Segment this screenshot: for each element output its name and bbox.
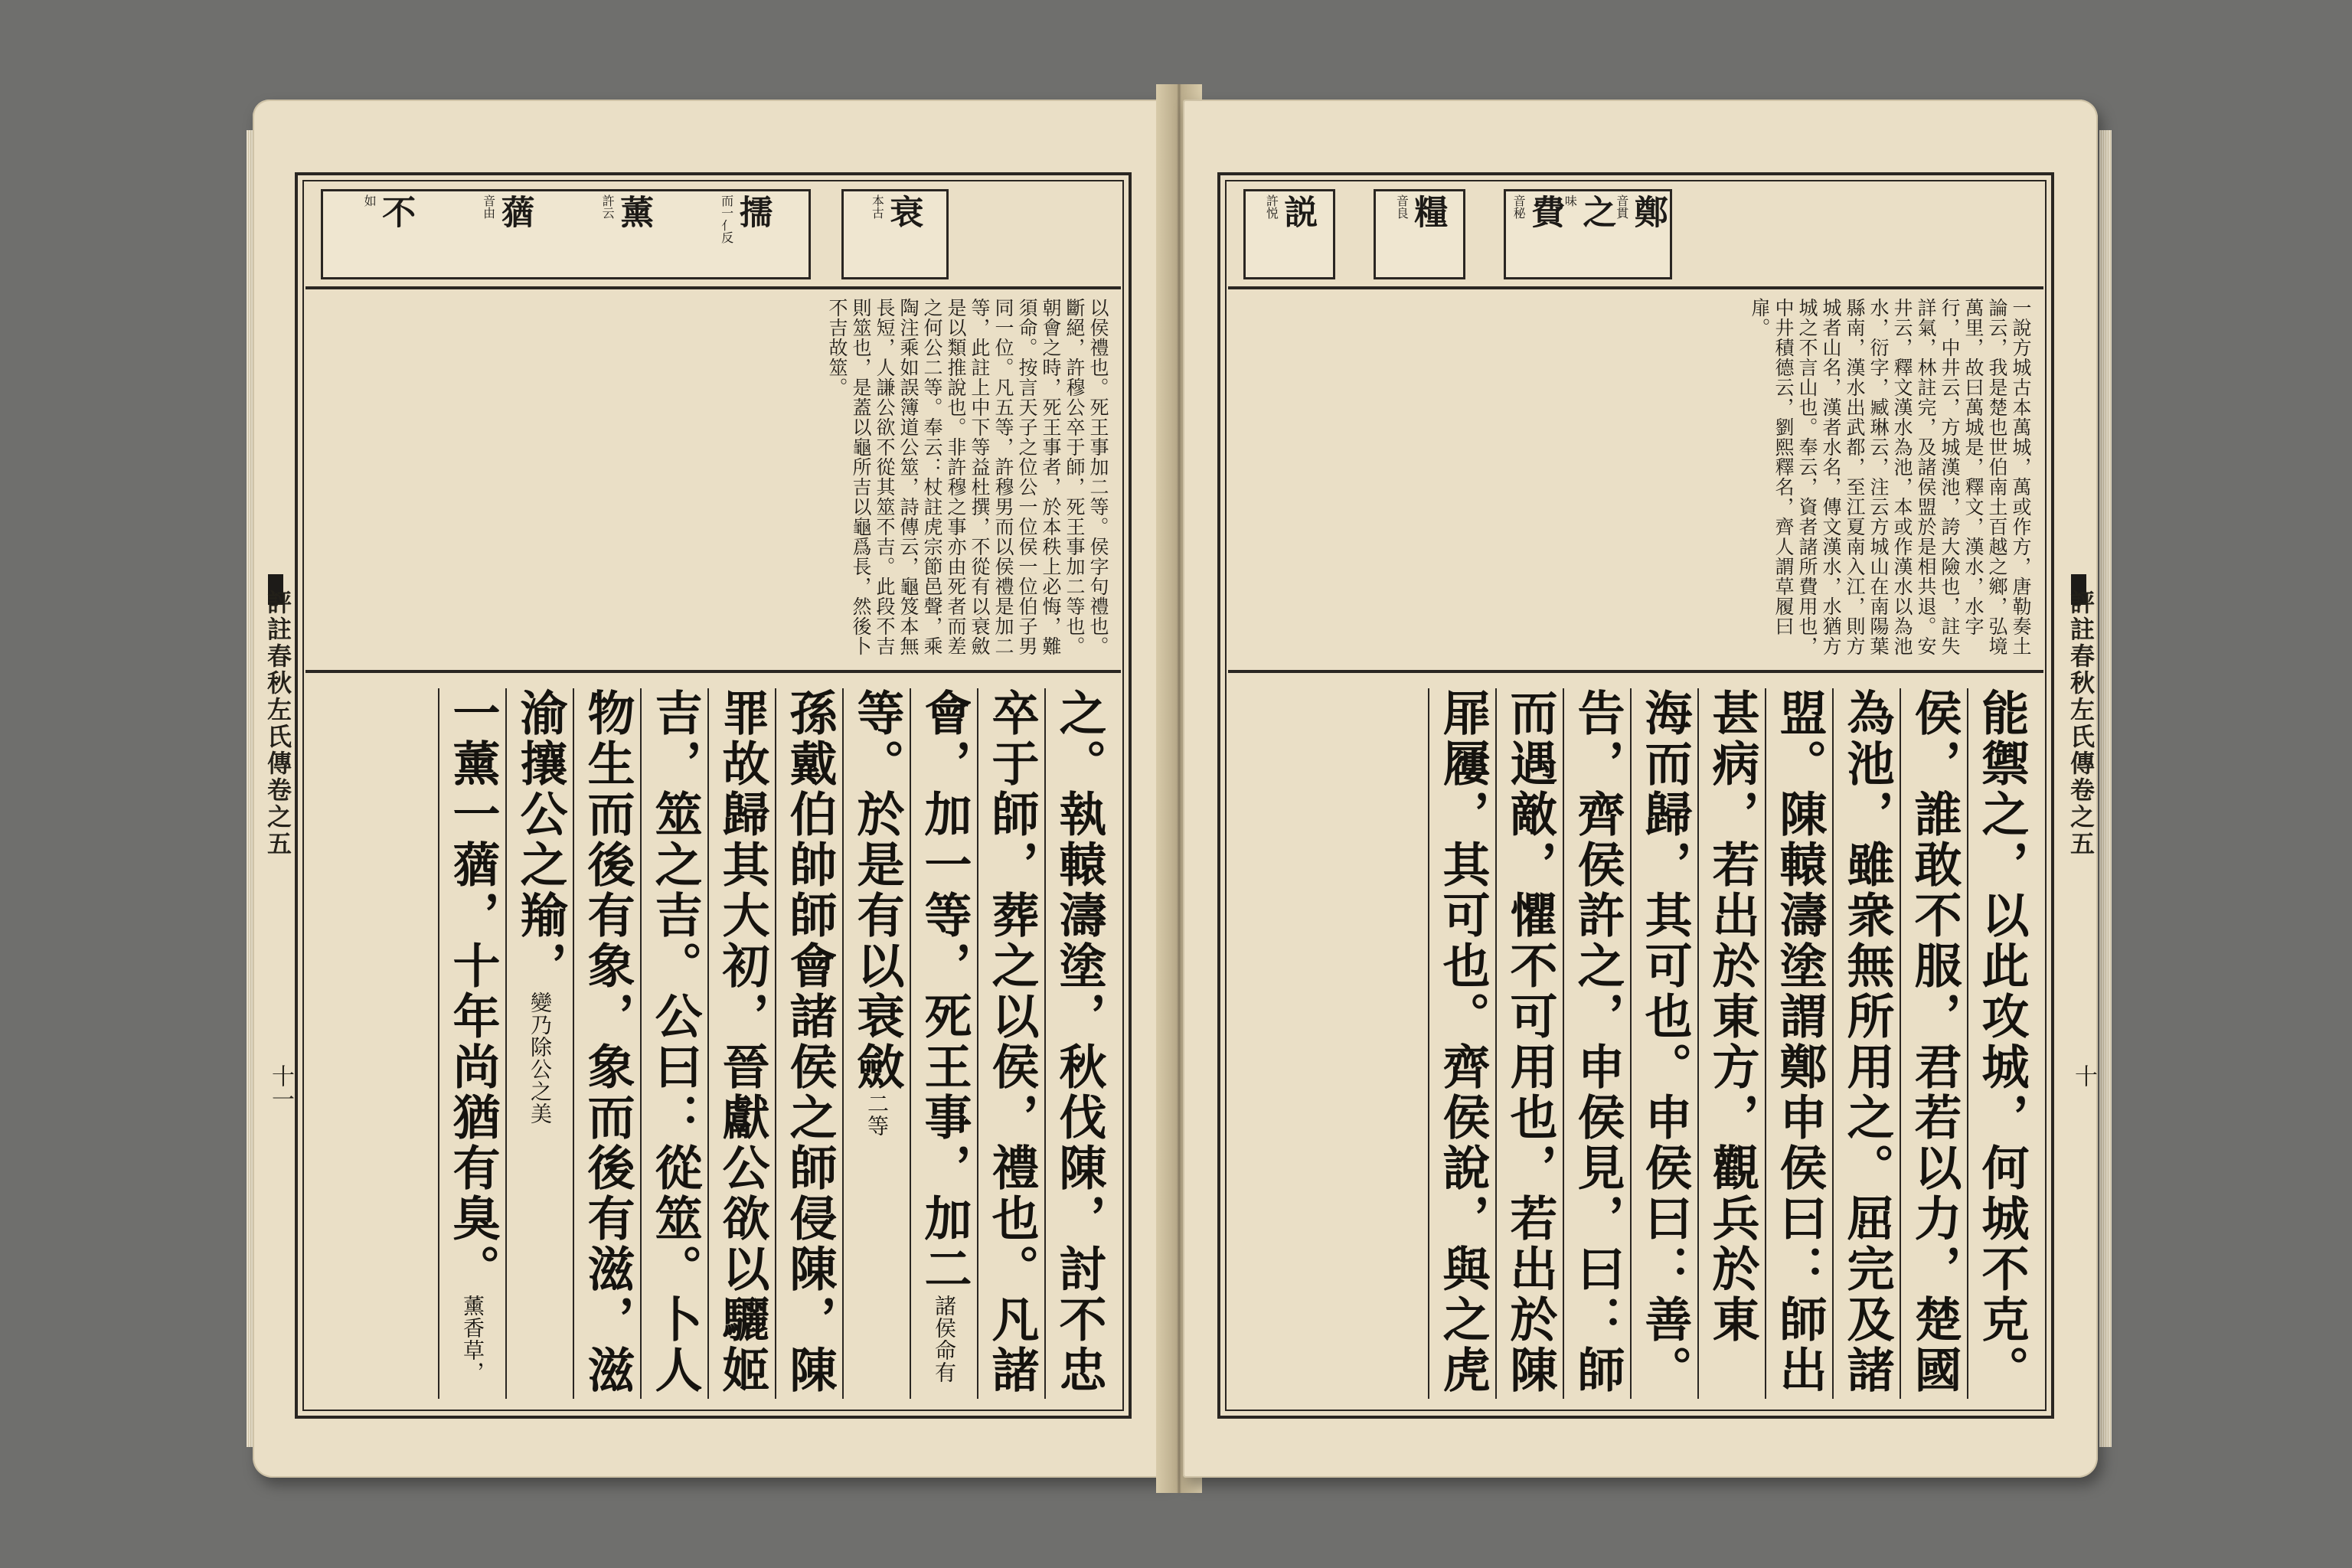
text-column bbox=[775, 688, 842, 1399]
text-column bbox=[505, 688, 573, 1399]
text-column bbox=[1765, 688, 1832, 1399]
text-column bbox=[438, 688, 505, 1399]
column-text: 一薰一蕕，十年尚猶有臭。 bbox=[445, 688, 501, 1295]
text-column bbox=[977, 688, 1044, 1399]
gloss-char: 説 bbox=[1278, 194, 1318, 228]
gloss-char: 鄭 bbox=[1628, 194, 1668, 228]
column-text: 而遇敵，懼不可用也，若出於陳 bbox=[1502, 688, 1558, 1396]
left-gloss-box-main bbox=[321, 189, 811, 279]
gloss-reading: 本古 bbox=[870, 194, 885, 219]
right-gloss-box-2 bbox=[1374, 189, 1465, 279]
gloss-reading: 味 bbox=[1563, 194, 1578, 207]
text-column bbox=[573, 688, 640, 1399]
right-main-text bbox=[1228, 681, 2043, 1406]
gloss-reading: 音貫 bbox=[1614, 194, 1629, 219]
text-column bbox=[1428, 688, 1495, 1399]
left-margin-title: 評註春秋左氏傳卷之五 bbox=[263, 590, 292, 858]
text-column bbox=[1967, 688, 2034, 1399]
gloss-reading: 許云 bbox=[600, 194, 616, 219]
open-book bbox=[253, 84, 2105, 1493]
column-text: 物生而後有象，象而後有滋，滋 bbox=[580, 688, 635, 1396]
right-page-number: 十 bbox=[2070, 1064, 2097, 1087]
right-header-glosses bbox=[1228, 183, 2043, 289]
gloss-entry bbox=[1511, 194, 1565, 228]
text-column bbox=[1832, 688, 1900, 1399]
gloss-reading: 音良 bbox=[1394, 194, 1410, 219]
right-margin-title: 評註春秋左氏傳卷之五 bbox=[2066, 590, 2096, 858]
column-text: 為池，雖衆無所用之。屈完及諸 bbox=[1839, 688, 1895, 1396]
column-text: 孫戴伯帥師會諸侯之師侵陳，陳 bbox=[782, 688, 838, 1396]
gloss-reading: 而一亻反 bbox=[719, 194, 734, 243]
gloss-char: 之 bbox=[1576, 194, 1616, 228]
column-text: 卒于師，葬之以侯，禮也。凡諸 bbox=[984, 688, 1040, 1396]
right-page bbox=[1183, 100, 2098, 1478]
left-text-frame bbox=[295, 172, 1132, 1419]
column-note: 諸侯命有 bbox=[932, 1295, 957, 1383]
gloss-reading: 許悦 bbox=[1264, 194, 1279, 219]
column-text: 罪故歸其大初，晉獻公欲以驪姬 bbox=[714, 688, 770, 1396]
gloss-entry bbox=[719, 194, 773, 243]
column-text: 屝屨，其可也。齊侯說，與之虎 bbox=[1435, 688, 1491, 1396]
gloss-char: 糧 bbox=[1408, 194, 1448, 228]
column-note: 二等 bbox=[864, 1093, 890, 1137]
right-gloss-box-1 bbox=[1243, 189, 1335, 279]
gloss-entry bbox=[600, 194, 654, 228]
gloss-reading: 如 bbox=[362, 194, 377, 207]
column-text: 能禦之，以此攻城，何城不克。 bbox=[1974, 688, 2030, 1396]
text-column bbox=[1697, 688, 1765, 1399]
gloss-reading: 音秘 bbox=[1511, 194, 1527, 219]
column-text: 渝攘公之羭， bbox=[512, 688, 568, 991]
column-text: 告，齊侯許之，申侯見，曰：師 bbox=[1570, 688, 1625, 1396]
gloss-char: 薰 bbox=[614, 194, 654, 228]
text-column bbox=[1495, 688, 1563, 1399]
column-text: 吉，筮之吉。公曰：從筮。卜人 bbox=[647, 688, 703, 1396]
gloss-char: 衰 bbox=[884, 194, 923, 228]
left-page-number: 十一 bbox=[267, 1064, 294, 1110]
gloss-char: 費 bbox=[1525, 194, 1565, 228]
gloss-entry bbox=[362, 194, 416, 228]
column-text: 甚病，若出於東方，觀兵於東 bbox=[1704, 688, 1760, 1345]
right-page-edges bbox=[2099, 130, 2112, 1447]
right-text-frame bbox=[1217, 172, 2054, 1419]
left-commentary: 以侯禮也。死王事加二等。侯字句禮也。斷絕，許穆公卒于師，死王事加二等也。朝會之時，死王事者，於本秩上必悔，難須命。按言天子之位公一位侯一位伯子男同一位。凡五等，許穆男而以侯禮是加二等，此註上中下等益杜撰，不從有以衰斂是以類推說也。非許穆之事亦由死者而差之何公二等。奉云：杖註虎宗節邑聲，乘陶注乘如誤簿道公筮，詩傳云，龜笈本無長短，人謙公欲不從其筮不吉。此段不吉則筮也，是蓋以龜所吉以龜爲長，然後卜不吉故筮。 bbox=[305, 290, 1121, 673]
text-column bbox=[842, 688, 910, 1399]
right-gloss-box-3 bbox=[1504, 189, 1672, 279]
gloss-char: 不 bbox=[376, 194, 416, 228]
column-text: 等。於是有以衰斂 bbox=[849, 688, 905, 1093]
right-commentary: 一說方城古本萬城，萬或作方，唐勒奏土論云，我是楚也世伯南土百越之鄉，弘境萬里，故曰萬城是，釋文，漢水，水字行，中井云，方城漢池，誇大險也，註失詳氣，林註完，及諸侯盟於是相共退。安井云，釋文漢水為池，本或作漢水以為池水，衍字，臧琳云，注云方城山在南陽葉縣南，漢水出武都，至江夏南入江，則方城者山名，漢者水名，傳文漢水，水猶方城之不言山也。奉云，資者諸所費用也，中井積德云，劉熙釋名，齊人謂草履曰扉。 bbox=[1228, 290, 2043, 673]
left-gloss-box-small bbox=[841, 189, 949, 279]
column-note: 變乃除公之美 bbox=[528, 991, 553, 1125]
left-page bbox=[253, 100, 1168, 1478]
text-column bbox=[1630, 688, 1697, 1399]
text-column bbox=[910, 688, 977, 1399]
left-main-text bbox=[305, 681, 1121, 1406]
gloss-char: 蕕 bbox=[495, 194, 534, 228]
text-column bbox=[707, 688, 775, 1399]
text-column bbox=[1900, 688, 1967, 1399]
gloss-char: 擩 bbox=[733, 194, 773, 228]
gloss-entry bbox=[1563, 194, 1616, 228]
text-column bbox=[1563, 688, 1630, 1399]
column-text: 侯，誰敢不服，君若以力，楚國 bbox=[1906, 688, 1962, 1396]
column-note: 薰香草， bbox=[460, 1295, 485, 1383]
gloss-reading: 音由 bbox=[481, 194, 496, 219]
text-column bbox=[1044, 688, 1112, 1399]
gloss-entry bbox=[481, 194, 534, 228]
text-column bbox=[640, 688, 707, 1399]
column-text: 海而歸，其可也。申侯曰：善。 bbox=[1637, 688, 1693, 1396]
gloss-entry bbox=[1614, 194, 1668, 228]
left-header-glosses bbox=[305, 183, 1121, 289]
column-text: 盟。陳轅濤塗謂鄭申侯曰：師出 bbox=[1772, 688, 1828, 1396]
column-text: 之。執轅濤塗，秋伐陳，討不忠 bbox=[1051, 688, 1107, 1396]
column-text: 會，加一等，死王事，加二 bbox=[916, 688, 972, 1295]
